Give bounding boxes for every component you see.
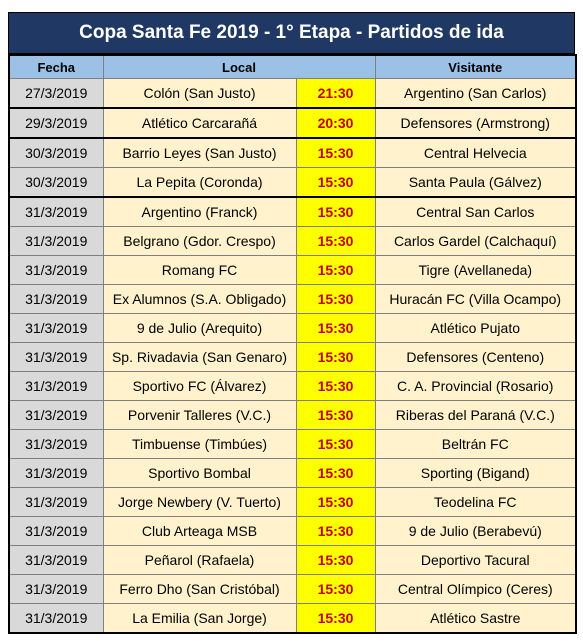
home-team-cell: Porvenir Talleres (V.C.) xyxy=(103,401,296,430)
kickoff-time-cell: 15:30 xyxy=(296,459,375,488)
table-row xyxy=(9,459,576,488)
kickoff-time-cell: 15:30 xyxy=(296,343,375,372)
kickoff-time-cell: 15:30 xyxy=(296,256,375,285)
header-away: Visitante xyxy=(375,55,576,79)
table-row xyxy=(9,517,576,546)
home-team-cell: Belgrano (Gdor. Crespo) xyxy=(103,227,296,256)
table-row xyxy=(9,546,576,575)
away-team-cell: Teodelina FC xyxy=(375,488,576,517)
header-row xyxy=(9,55,576,79)
home-team-cell: Romang FC xyxy=(103,256,296,285)
away-team-cell: Central San Carlos xyxy=(375,197,576,227)
kickoff-time-cell: 15:30 xyxy=(296,575,375,604)
date-cell: 31/3/2019 xyxy=(9,314,103,343)
kickoff-time-cell: 20:30 xyxy=(296,108,375,138)
date-cell: 31/3/2019 xyxy=(9,197,103,227)
home-team-cell: Ex Alumnos (S.A. Obligado) xyxy=(103,285,296,314)
table-row xyxy=(9,256,576,285)
kickoff-time-cell: 15:30 xyxy=(296,138,375,168)
home-team-cell: Timbuense (Timbúes) xyxy=(103,430,296,459)
kickoff-time-cell: 15:30 xyxy=(296,488,375,517)
table-row xyxy=(9,227,576,256)
home-team-cell: Sportivo FC (Álvarez) xyxy=(103,372,296,401)
kickoff-time-cell: 15:30 xyxy=(296,517,375,546)
away-team-cell: Santa Paula (Gálvez) xyxy=(375,168,576,198)
date-cell: 31/3/2019 xyxy=(9,343,103,372)
home-team-cell: Sp. Rivadavia (San Genaro) xyxy=(103,343,296,372)
kickoff-time-cell: 15:30 xyxy=(296,372,375,401)
header-date: Fecha xyxy=(9,55,103,79)
home-team-cell: Barrio Leyes (San Justo) xyxy=(103,138,296,168)
table-row xyxy=(9,79,576,109)
home-team-cell: La Pepita (Coronda) xyxy=(103,168,296,198)
date-cell: 31/3/2019 xyxy=(9,546,103,575)
home-team-cell: Colón (San Justo) xyxy=(103,79,296,109)
kickoff-time-cell: 15:30 xyxy=(296,285,375,314)
table-row xyxy=(9,604,576,634)
date-cell: 31/3/2019 xyxy=(9,488,103,517)
table-row xyxy=(9,314,576,343)
kickoff-time-cell: 15:30 xyxy=(296,546,375,575)
table-row xyxy=(9,108,576,138)
away-team-cell: Atlético Sastre xyxy=(375,604,576,634)
table-row xyxy=(9,285,576,314)
table-row xyxy=(9,575,576,604)
home-team-cell: Atlético Carcarañá xyxy=(103,108,296,138)
away-team-cell: Central Helvecia xyxy=(375,138,576,168)
home-team-cell: Ferro Dho (San Cristóbal) xyxy=(103,575,296,604)
sheet-title: Copa Santa Fe 2019 - 1° Etapa - Partidos de ida xyxy=(8,12,575,54)
date-cell: 31/3/2019 xyxy=(9,517,103,546)
table-row xyxy=(9,138,576,168)
date-cell: 31/3/2019 xyxy=(9,401,103,430)
kickoff-time-cell: 15:30 xyxy=(296,197,375,227)
kickoff-time-cell: 15:30 xyxy=(296,168,375,198)
fixture-rows xyxy=(9,79,576,634)
fixture-sheet xyxy=(8,12,575,634)
date-cell: 31/3/2019 xyxy=(9,459,103,488)
away-team-cell: Beltrán FC xyxy=(375,430,576,459)
away-team-cell: Defensores (Centeno) xyxy=(375,343,576,372)
home-team-cell: Club Arteaga MSB xyxy=(103,517,296,546)
date-cell: 29/3/2019 xyxy=(9,108,103,138)
date-cell: 31/3/2019 xyxy=(9,575,103,604)
table-row xyxy=(9,372,576,401)
table-row xyxy=(9,168,576,198)
kickoff-time-cell: 15:30 xyxy=(296,227,375,256)
date-cell: 30/3/2019 xyxy=(9,138,103,168)
away-team-cell: Tigre (Avellaneda) xyxy=(375,256,576,285)
table-row xyxy=(9,343,576,372)
kickoff-time-cell: 15:30 xyxy=(296,314,375,343)
away-team-cell: Carlos Gardel (Calchaquí) xyxy=(375,227,576,256)
home-team-cell: 9 de Julio (Arequito) xyxy=(103,314,296,343)
table-row xyxy=(9,401,576,430)
date-cell: 30/3/2019 xyxy=(9,168,103,198)
away-team-cell: Huracán FC (Villa Ocampo) xyxy=(375,285,576,314)
away-team-cell: Central Olímpico (Ceres) xyxy=(375,575,576,604)
header-home: Local xyxy=(103,55,375,79)
date-cell: 27/3/2019 xyxy=(9,79,103,109)
away-team-cell: 9 de Julio (Berabevú) xyxy=(375,517,576,546)
home-team-cell: Jorge Newbery (V. Tuerto) xyxy=(103,488,296,517)
away-team-cell: Deportivo Tacural xyxy=(375,546,576,575)
home-team-cell: Argentino (Franck) xyxy=(103,197,296,227)
away-team-cell: Atlético Pujato xyxy=(375,314,576,343)
date-cell: 31/3/2019 xyxy=(9,227,103,256)
table-row xyxy=(9,488,576,517)
away-team-cell: Argentino (San Carlos) xyxy=(375,79,576,109)
kickoff-time-cell: 15:30 xyxy=(296,604,375,634)
table-row xyxy=(9,430,576,459)
home-team-cell: La Emilia (San Jorge) xyxy=(103,604,296,634)
away-team-cell: Riberas del Paraná (V.C.) xyxy=(375,401,576,430)
table-row xyxy=(9,197,576,227)
fixture-table xyxy=(8,54,577,634)
date-cell: 31/3/2019 xyxy=(9,285,103,314)
kickoff-time-cell: 21:30 xyxy=(296,79,375,109)
kickoff-time-cell: 15:30 xyxy=(296,401,375,430)
kickoff-time-cell: 15:30 xyxy=(296,430,375,459)
date-cell: 31/3/2019 xyxy=(9,372,103,401)
away-team-cell: Sporting (Bigand) xyxy=(375,459,576,488)
date-cell: 31/3/2019 xyxy=(9,430,103,459)
home-team-cell: Peñarol (Rafaela) xyxy=(103,546,296,575)
home-team-cell: Sportivo Bombal xyxy=(103,459,296,488)
date-cell: 31/3/2019 xyxy=(9,604,103,634)
date-cell: 31/3/2019 xyxy=(9,256,103,285)
away-team-cell: Defensores (Armstrong) xyxy=(375,108,576,138)
away-team-cell: C. A. Provincial (Rosario) xyxy=(375,372,576,401)
